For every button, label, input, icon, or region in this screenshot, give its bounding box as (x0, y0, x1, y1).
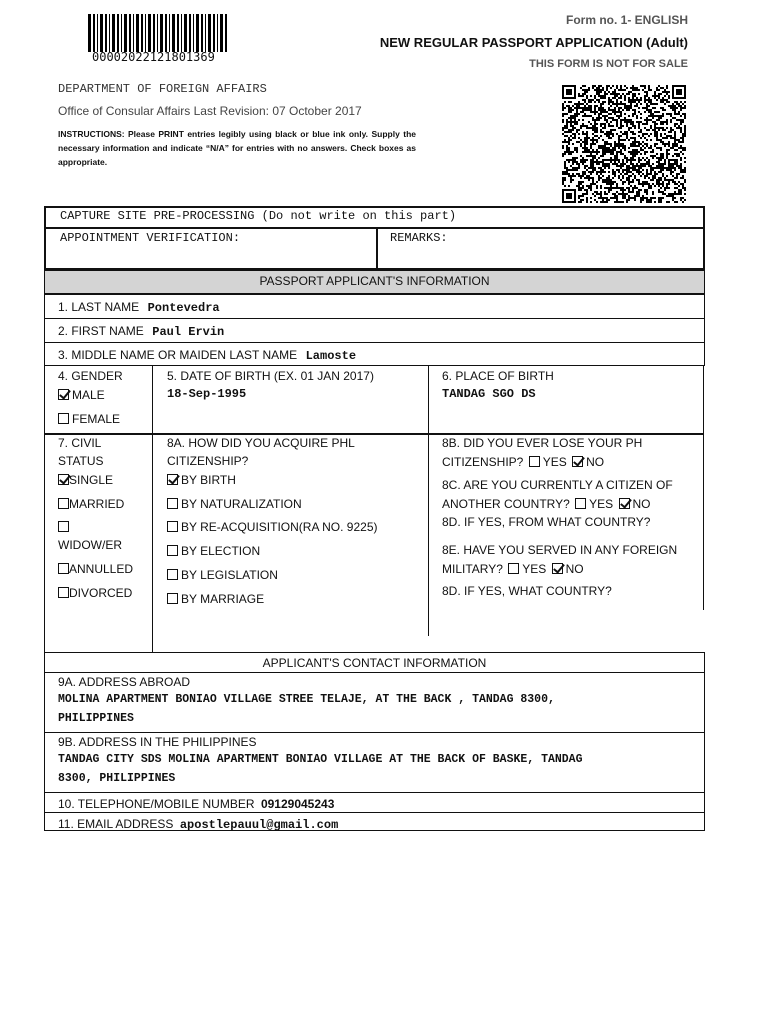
civil-option-divorced[interactable]: DIVORCED (58, 586, 132, 600)
address-abroad-line2[interactable]: PHILIPPINES (58, 712, 134, 725)
dob-label: 5. DATE OF BIRTH (EX. 01 JAN 2017) (167, 369, 374, 383)
civil-status-label-2: STATUS (58, 454, 104, 468)
barcode-image (88, 14, 228, 52)
phone-row (58, 795, 334, 813)
civil-divorced-checkbox[interactable] (58, 587, 69, 598)
q8d2-label: 8D. IF YES, WHAT COUNTRY? (442, 584, 612, 598)
acquire-marriage-checkbox[interactable] (167, 593, 178, 604)
capture-site-label: CAPTURE SITE PRE-PROCESSING (Do not write on this part) (60, 209, 457, 223)
civil-option-married[interactable]: MARRIED (58, 497, 124, 511)
civil-married-checkbox[interactable] (58, 498, 69, 509)
birth-info-box (44, 366, 704, 434)
last-name-label: 1. LAST NAME (58, 300, 140, 314)
q8c-label-1: 8C. ARE YOU CURRENTLY A CITIZEN OF (442, 478, 673, 492)
pob-value[interactable]: TANDAG SGO DS (442, 387, 536, 401)
remarks-label: REMARKS: (390, 231, 448, 245)
q8c-yes-checkbox[interactable] (575, 498, 586, 509)
acquire-option-reacquisition[interactable]: BY RE-ACQUISITION(RA NO. 9225) (167, 520, 378, 534)
gender-option-male[interactable]: MALE (58, 388, 105, 402)
civil-widow-label: WIDOW/ER (58, 538, 122, 552)
gender-female-checkbox[interactable] (58, 413, 69, 424)
last-name-value[interactable]: Pontevedra (147, 301, 220, 315)
acquire-option-birth[interactable]: BY BIRTH (167, 473, 236, 487)
instructions-text: INSTRUCTIONS: Please PRINT entries legibly using black or blue ink only. Supply the necessary information and indicate “N/A” for entries with no answers. Check boxes as appropriate. (58, 129, 416, 167)
civil-status-label-1: 7. CIVIL (58, 436, 102, 450)
civil-option-annulled[interactable]: ANNULLED (58, 562, 133, 576)
q8d-label: 8D. IF YES, FROM WHAT COUNTRY? (442, 515, 651, 529)
acquire-reacquisition-checkbox[interactable] (167, 521, 178, 532)
acquire-label-1: 8A. HOW DID YOU ACQUIRE PHL (167, 436, 355, 450)
q8c-no-checkbox[interactable] (619, 498, 630, 509)
acquire-option-marriage[interactable]: BY MARRIAGE (167, 592, 264, 606)
address-ph-line2[interactable]: 8300, PHILIPPINES (58, 772, 176, 785)
contact-section-title: APPLICANT'S CONTACT INFORMATION (262, 656, 487, 670)
appointment-verification-label: APPOINTMENT VERIFICATION: (60, 231, 241, 245)
acquire-option-legislation[interactable]: BY LEGISLATION (167, 568, 278, 582)
civil-widow-checkbox[interactable] (58, 521, 69, 532)
q8e-label-1: 8E. HAVE YOU SERVED IN ANY FOREIGN (442, 543, 678, 557)
email-value[interactable]: apostlepauul@gmail.com (179, 818, 339, 832)
department-name: DEPARTMENT OF FOREIGN AFFAIRS (58, 82, 267, 96)
form-number: Form no. 1- ENGLISH (565, 13, 688, 27)
civil-single-checkbox[interactable] (58, 474, 69, 485)
civil-option-widow[interactable] (58, 520, 72, 534)
form-title: NEW REGULAR PASSPORT APPLICATION (Adult) (379, 35, 688, 50)
civil-option-single[interactable]: SINGLE (58, 473, 113, 487)
q8b-row: CITIZENSHIP? YES NO (442, 455, 605, 469)
qr-code-image (562, 85, 686, 203)
q8e-no-checkbox[interactable] (552, 563, 563, 574)
first-name-row (58, 322, 224, 340)
address-abroad-label: 9A. ADDRESS ABROAD (58, 675, 191, 689)
last-name-row (58, 298, 220, 316)
acquire-label-2: CITIZENSHIP? (167, 454, 249, 468)
email-label: 11. EMAIL ADDRESS (58, 817, 174, 831)
not-for-sale-notice: THIS FORM IS NOT FOR SALE (529, 58, 688, 70)
acquire-option-election[interactable]: BY ELECTION (167, 544, 260, 558)
applicant-section-title: PASSPORT APPLICANT'S INFORMATION (259, 274, 490, 288)
office-revision: Office of Consular Affairs Last Revision: 07 October 2017 (58, 104, 362, 118)
pob-label: 6. PLACE OF BIRTH (442, 369, 554, 383)
address-abroad-line1[interactable]: MOLINA APARTMENT BONIAO VILLAGE STREE TELAJE, AT THE BACK , TANDAG 8300, (58, 693, 555, 706)
dob-value[interactable]: 18-Sep-1995 (167, 387, 247, 401)
barcode-number: 00002022121801369 (92, 50, 215, 64)
q8b-no-checkbox[interactable] (572, 456, 583, 467)
gender-option-female[interactable]: FEMALE (58, 412, 120, 426)
acquire-naturalization-checkbox[interactable] (167, 498, 178, 509)
civil-annulled-checkbox[interactable] (58, 563, 69, 574)
middle-name-row (58, 346, 356, 364)
acquire-option-naturalization[interactable]: BY NATURALIZATION (167, 497, 302, 511)
acquire-election-checkbox[interactable] (167, 545, 178, 556)
phone-label: 10. TELEPHONE/MOBILE NUMBER (58, 797, 255, 811)
q8c-row: ANOTHER COUNTRY? YES NO (442, 497, 651, 511)
address-ph-line1[interactable]: TANDAG CITY SDS MOLINA APARTMENT BONIAO VILLAGE AT THE BACK OF BASKE, TANDAG (58, 753, 583, 766)
q8b-label-1: 8B. DID YOU EVER LOSE YOUR PH (442, 436, 643, 450)
middle-name-label: 3. MIDDLE NAME OR MAIDEN LAST NAME (58, 348, 298, 362)
q8e-row: MILITARY? YES NO (442, 562, 584, 576)
q8e-yes-checkbox[interactable] (508, 563, 519, 574)
gender-label: 4. GENDER (58, 369, 123, 383)
first-name-label: 2. FIRST NAME (58, 324, 144, 338)
gender-male-checkbox[interactable] (58, 389, 69, 400)
acquire-legislation-checkbox[interactable] (167, 569, 178, 580)
acquire-birth-checkbox[interactable] (167, 474, 178, 485)
email-row (58, 815, 338, 833)
address-ph-label: 9B. ADDRESS IN THE PHILIPPINES (58, 735, 257, 749)
phone-value[interactable]: 09129045243 (260, 797, 335, 811)
q8b-yes-checkbox[interactable] (529, 456, 540, 467)
first-name-value[interactable]: Paul Ervin (152, 325, 225, 339)
middle-name-value[interactable]: Lamoste (305, 349, 357, 363)
